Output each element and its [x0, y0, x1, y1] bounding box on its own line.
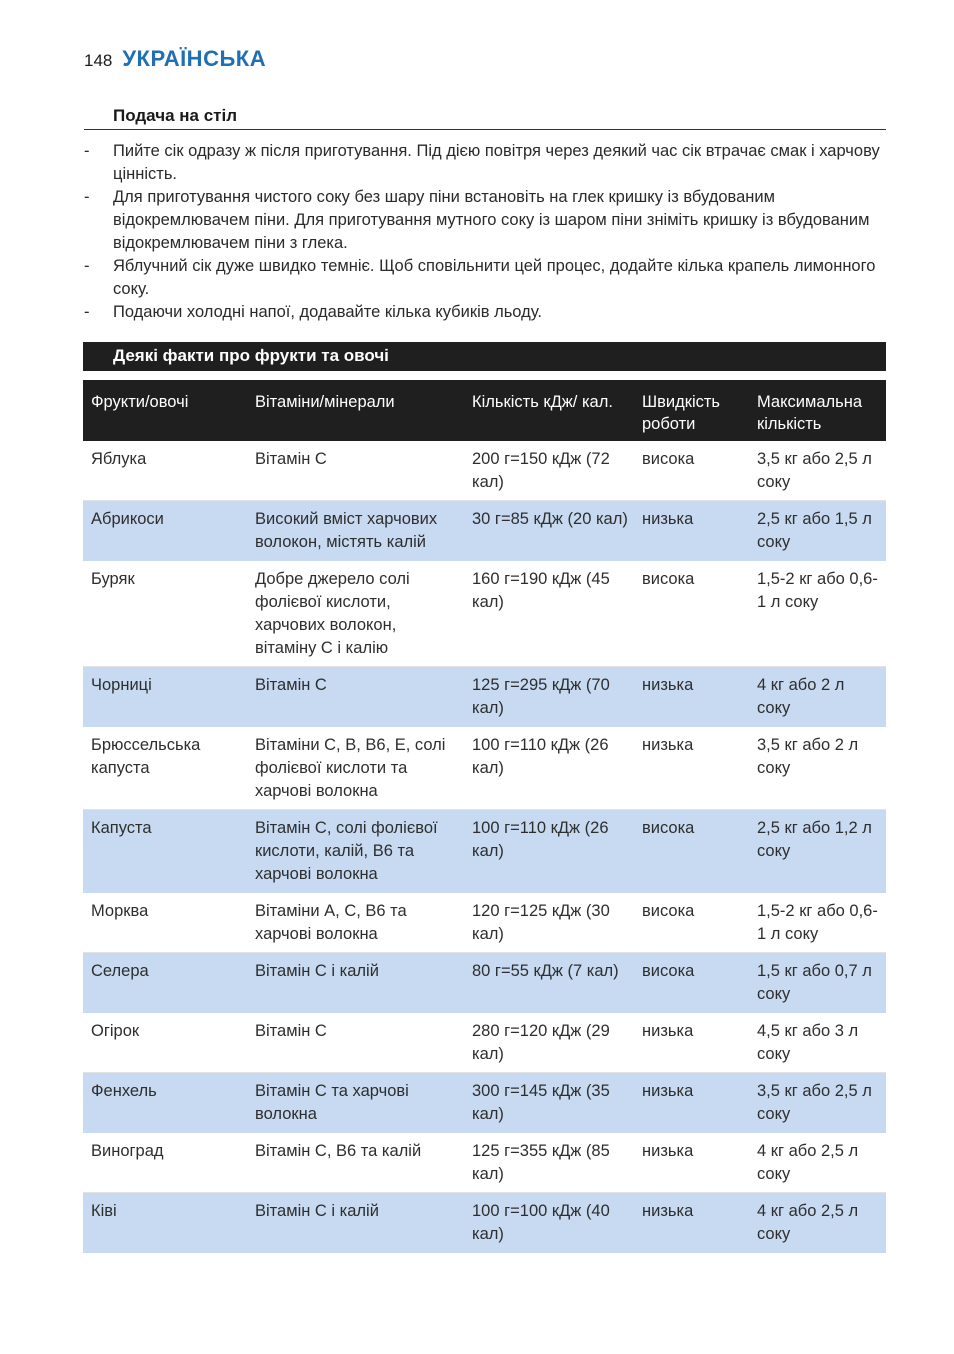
table-cell: 4 кг або 2,5 л соку	[749, 1193, 886, 1253]
table-row	[83, 953, 886, 1013]
bullet-item	[84, 186, 886, 255]
table-cell: Вітамін C, B6 та калій	[247, 1133, 464, 1193]
table-cell: Селера	[83, 953, 247, 1013]
table-cell: 120 г=125 кДж (30 кал)	[464, 893, 634, 953]
serving-section	[84, 106, 886, 324]
table-cell: Вітамін C і калій	[247, 1193, 464, 1253]
dash-icon: -	[84, 188, 90, 206]
table-row	[83, 1073, 886, 1133]
serving-title: Подача на стіл	[84, 106, 886, 130]
table-cell: низька	[634, 1073, 749, 1133]
table-cell: Чорниці	[83, 667, 247, 727]
table-row	[83, 1193, 886, 1253]
table-cell: висока	[634, 810, 749, 893]
table-cell: низька	[634, 501, 749, 561]
table-cell: 4 кг або 2 л соку	[749, 667, 886, 727]
table-cell: низька	[634, 667, 749, 727]
table-cell: висока	[634, 441, 749, 501]
facts-table	[83, 380, 886, 1253]
table-cell: Вітамін C і калій	[247, 953, 464, 1013]
table-cell: Ківі	[83, 1193, 247, 1253]
page-number: 148	[84, 51, 113, 70]
table-cell: висока	[634, 953, 749, 1013]
table-cell: Абрикоси	[83, 501, 247, 561]
table-row	[83, 561, 886, 667]
table-cell: Огірок	[83, 1013, 247, 1073]
table-cell: Високий вміст харчових волокон, містять калій	[247, 501, 464, 561]
table-cell: 30 г=85 кДж (20 кал)	[464, 501, 634, 561]
table-cell: 2,5 кг або 1,5 л соку	[749, 501, 886, 561]
column-header: Максимальна кількість	[749, 380, 886, 441]
table-cell: 1,5-2 кг або 0,6-1 л соку	[749, 893, 886, 953]
table-cell: 3,5 кг або 2,5 л соку	[749, 441, 886, 501]
facts-section-title: Деякі факти про фрукти та овочі	[83, 342, 886, 371]
table-cell: висока	[634, 893, 749, 953]
table-row	[83, 441, 886, 501]
table-cell: 1,5-2 кг або 0,6-1 л соку	[749, 561, 886, 667]
table-cell: Морква	[83, 893, 247, 953]
table-row	[83, 810, 886, 893]
table-cell: низька	[634, 1013, 749, 1073]
table-cell: Вітамін C, солі фолієвої кислоти, калій, B6 та харчові волокна	[247, 810, 464, 893]
dash-icon: -	[84, 303, 90, 321]
table-cell: низька	[634, 1193, 749, 1253]
table-cell: Виноград	[83, 1133, 247, 1193]
table-cell: Вітамін C та харчові волокна	[247, 1073, 464, 1133]
table-cell: 3,5 кг або 2 л соку	[749, 727, 886, 810]
table-cell: Вітамін C	[247, 1013, 464, 1073]
table-row	[83, 727, 886, 810]
table-cell: низька	[634, 727, 749, 810]
column-header: Кількість кДж/ кал.	[464, 380, 634, 441]
table-cell: 100 г=110 кДж (26 кал)	[464, 810, 634, 893]
table-cell: Вітаміни A, C, B6 та харчові волокна	[247, 893, 464, 953]
table-cell: Фенхель	[83, 1073, 247, 1133]
column-header: Швидкість роботи	[634, 380, 749, 441]
table-cell: Капуста	[83, 810, 247, 893]
page-header	[84, 46, 266, 76]
table-cell: 4 кг або 2,5 л соку	[749, 1133, 886, 1193]
table-cell: 125 г=295 кДж (70 кал)	[464, 667, 634, 727]
table-cell: Брюссельська капуста	[83, 727, 247, 810]
table-row	[83, 501, 886, 561]
table-cell: низька	[634, 1133, 749, 1193]
bullet-item	[84, 301, 886, 324]
table-row	[83, 1133, 886, 1193]
table-cell: Буряк	[83, 561, 247, 667]
table-cell: висока	[634, 561, 749, 667]
table-cell: 4,5 кг або 3 л соку	[749, 1013, 886, 1073]
table-cell: Вітамін C	[247, 667, 464, 727]
dash-icon: -	[84, 142, 90, 160]
table-cell: Добре джерело солі фолієвої кислоти, харчових волокон, вітаміну C і калію	[247, 561, 464, 667]
table-cell: Яблука	[83, 441, 247, 501]
bullet-text: Для приготування чистого соку без шару піни встановіть на глек кришку із вбудованим відокремлювачем піни. Для приготування мутного соку із шаром піни зніміть кришку із вбудованим відокремлювачем піни з глека.	[113, 188, 870, 252]
table-cell: 300 г=145 кДж (35 кал)	[464, 1073, 634, 1133]
bullet-item	[84, 255, 886, 301]
table-cell: 160 г=190 кДж (45 кал)	[464, 561, 634, 667]
bullet-text: Пийте сік одразу ж після приготування. Під дією повітря через деякий час сік втрачає смак і харчову цінність.	[113, 142, 880, 183]
bullet-item	[84, 140, 886, 186]
table-cell: Вітаміни C, B, B6, E, солі фолієвої кислоти та харчові волокна	[247, 727, 464, 810]
table-cell: 80 г=55 кДж (7 кал)	[464, 953, 634, 1013]
bullet-text: Яблучний сік дуже швидко темніє. Щоб сповільнити цей процес, додайте кілька крапель лимонного соку.	[113, 257, 876, 298]
table-cell: Вітамін C	[247, 441, 464, 501]
column-header: Фрукти/овочі	[83, 380, 247, 441]
table-row	[83, 667, 886, 727]
table-cell: 125 г=355 кДж (85 кал)	[464, 1133, 634, 1193]
table-cell: 3,5 кг або 2,5 л соку	[749, 1073, 886, 1133]
table-cell: 200 г=150 кДж (72 кал)	[464, 441, 634, 501]
table-header-row	[83, 380, 886, 441]
table-row	[83, 893, 886, 953]
table-row	[83, 1013, 886, 1073]
table-cell: 2,5 кг або 1,2 л соку	[749, 810, 886, 893]
language-title: УКРАЇНСЬКА	[122, 46, 267, 71]
bullet-text: Подаючи холодні напої, додавайте кілька кубиків льоду.	[113, 303, 542, 321]
dash-icon: -	[84, 257, 90, 275]
table-cell: 100 г=100 кДж (40 кал)	[464, 1193, 634, 1253]
table-cell: 1,5 кг або 0,7 л соку	[749, 953, 886, 1013]
table-cell: 100 г=110 кДж (26 кал)	[464, 727, 634, 810]
column-header: Вітаміни/мінерали	[247, 380, 464, 441]
serving-bullet-list	[84, 140, 886, 324]
table-cell: 280 г=120 кДж (29 кал)	[464, 1013, 634, 1073]
